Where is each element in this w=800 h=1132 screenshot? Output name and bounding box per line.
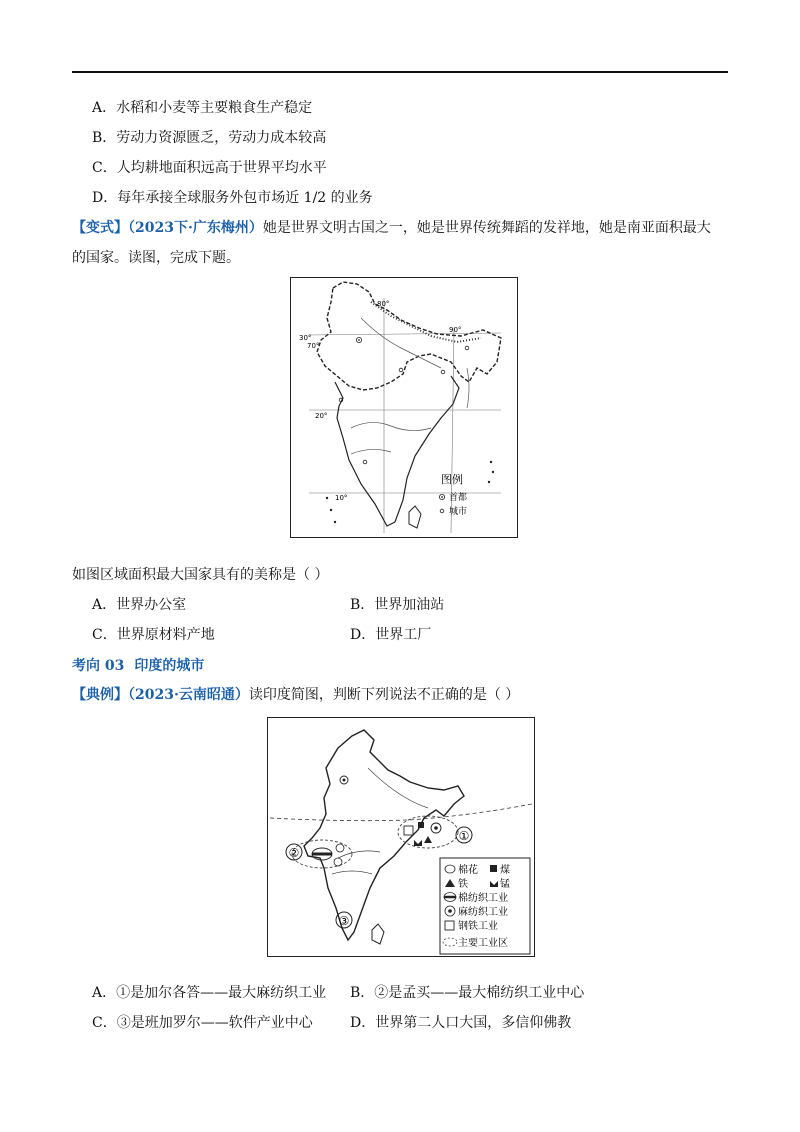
q2-option-a: A．世界办公室 — [92, 597, 187, 613]
legend-coal: 煤 — [500, 865, 510, 876]
q3-option-c: C．③是班加罗尔——软件产业中心 — [92, 1015, 313, 1031]
example-text: 读印度简图，判断下列说法不正确的是（ ） — [248, 687, 520, 703]
option-d: D．每年承接全球服务外包市场近 1/2 的业务 — [92, 190, 373, 206]
variant-question — [72, 218, 711, 238]
lon-80-label: 80° — [377, 300, 390, 308]
q3-option-b: B．②是孟买——最大棉纺织工业中心 — [350, 985, 585, 1001]
q3-option-a: A．①是加尔各答——最大麻纺织工业 — [92, 985, 327, 1001]
option-a: A．水稻和小麦等主要粮食生产稳定 — [92, 100, 313, 116]
variant-source: （2023下·广东梅州） — [128, 220, 263, 236]
coal-legend-icon — [490, 865, 497, 872]
legend-jute-textile: 麻纺织工业 — [458, 907, 508, 918]
lat-10-label: 10° — [335, 494, 348, 502]
legend-cotton-textile: 棉纺织工业 — [458, 893, 508, 904]
section-number: 考向 03 — [72, 658, 125, 674]
legend-iron: 铁 — [458, 879, 468, 890]
marker-2: ② — [288, 846, 300, 860]
south-asia-map — [290, 277, 518, 538]
legend-steel: 钢铁工业 — [458, 921, 498, 932]
legend-manganese: 锰 — [500, 879, 510, 890]
q2-option-b: B．世界加油站 — [350, 597, 445, 613]
lat-20-label: 20° — [315, 412, 328, 420]
variant-text-2: 的国家。读图，完成下题。 — [72, 250, 240, 266]
question2-text: 如图区域面积最大国家具有的美称是（ ） — [72, 567, 329, 583]
q2-option-c: C．世界原材料产地 — [92, 627, 215, 643]
city-legend-icon — [440, 509, 444, 513]
q2-option-d: D．世界工厂 — [350, 627, 432, 643]
marker-3: ③ — [338, 914, 350, 928]
marker-1: ① — [458, 829, 470, 843]
example-question — [72, 685, 519, 705]
section-title: 印度的城市 — [134, 658, 205, 674]
variant-tag: 【变式】 — [72, 220, 128, 236]
legend-industrial-area: 主要工业区 — [458, 938, 508, 949]
example-tag: 【典例】 — [72, 687, 128, 703]
lon-70-label: 70° — [307, 342, 320, 350]
legend-capital: 首都 — [449, 493, 468, 503]
q3-option-d: D．世界第二人口大国，多信仰佛教 — [350, 1015, 572, 1031]
variant-text-1: 她是世界文明古国之一，她是世界传统舞蹈的发祥地，她是南亚面积最大 — [262, 220, 711, 236]
section-heading — [72, 655, 214, 675]
legend-title: 图例 — [441, 473, 463, 486]
legend-cotton: 棉花 — [458, 865, 478, 876]
option-c: C．人均耕地面积远高于世界平均水平 — [92, 160, 327, 176]
example-source: （2023·云南昭通） — [128, 687, 249, 703]
lat-30-label: 30° — [299, 334, 312, 342]
india-industry-map — [267, 717, 535, 957]
option-b: B．劳动力资源匮乏，劳动力成本较高 — [92, 130, 327, 146]
header-rule — [72, 71, 728, 73]
lon-90-label: 90° — [449, 326, 462, 334]
legend-city: 城市 — [449, 507, 468, 517]
